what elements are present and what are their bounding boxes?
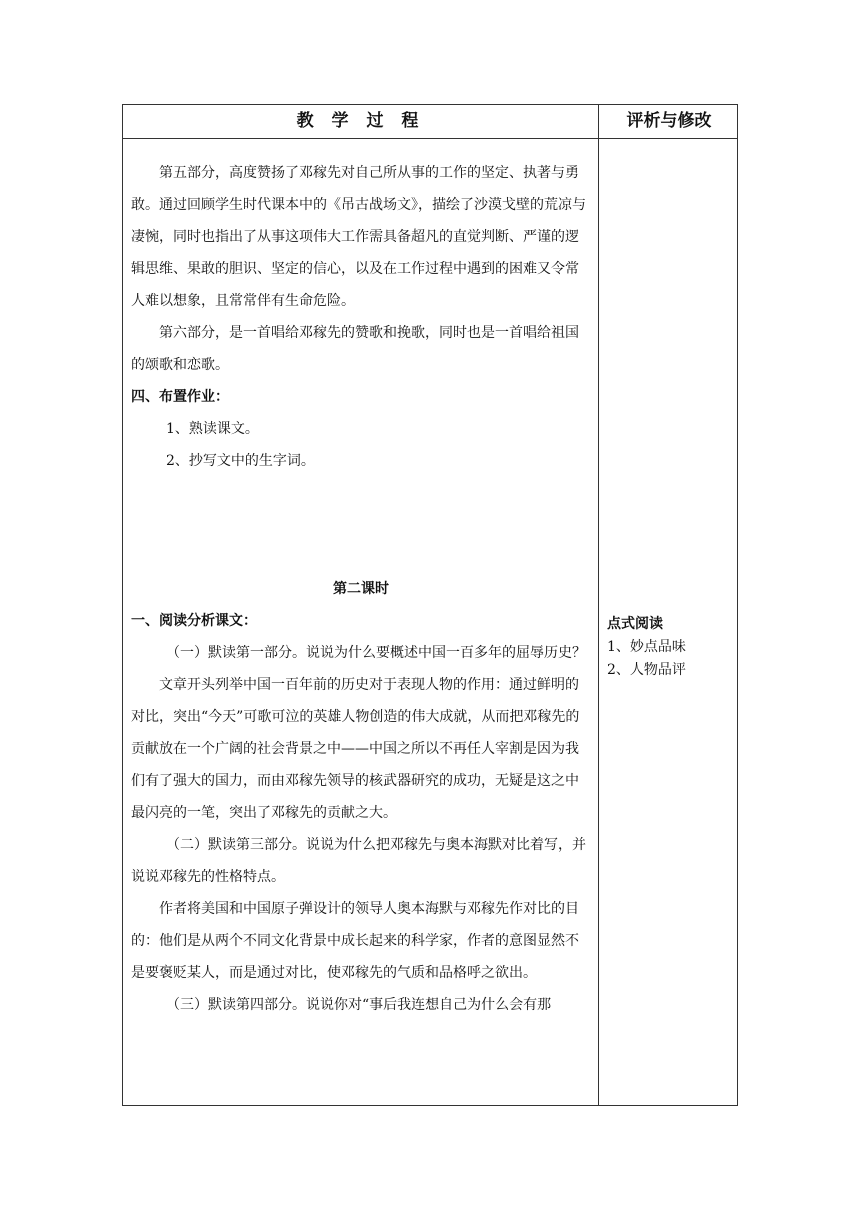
side-item-1: 1、妙点品味 xyxy=(607,639,686,655)
side-item-2: 2、人物品评 xyxy=(607,662,686,678)
answer-1: 文章开头列举中国一百年前的历史对于表现人物的作用：通过鲜明的对比，突出“今天”可歌可泣的英雄人物创造的伟大成就，从而把邓稼先的贡献放在一个广阔的社会背景之中——中国之所以不再任人宰割是因为我们有了强大的国力，而由邓稼先领导的核武器研究的成功，无疑是这之中最闪亮的一笔，突出了邓稼先的贡献之大。 xyxy=(131,677,580,821)
header-comments: 评析与修改 xyxy=(626,111,712,131)
heading-reading-analysis: 一、阅读分析课文： xyxy=(131,613,257,629)
header-teaching-process: 教 学 过 程 xyxy=(296,111,425,131)
lesson-2-title: 第二课时 xyxy=(333,581,389,597)
question-3: （三）默读第四部分。说说你对“事后我连想自己为什么会有那 xyxy=(166,997,552,1013)
comments-content xyxy=(607,613,735,682)
question-2: （二）默读第三部分。说说为什么把邓稼先与奥本海默对比着写，并说说邓稼先的性格特点。 xyxy=(131,837,586,885)
spacer xyxy=(131,477,591,573)
question-1: （一）默读第一部分。说说为什么要概述中国一百多年的屈辱历史？ xyxy=(166,645,586,661)
lesson-table xyxy=(122,104,738,1106)
paragraph-part5: 第五部分，高度赞扬了邓稼先对自己所从事的工作的坚定、执著与勇敢。通过回顾学生时代课本中的《吊古战场文》，描绘了沙漠戈壁的荒凉与凄惋，同时也指出了从事这项伟大工作需具备超凡的直觉判断、严谨的逻辑思维、果敢的胆识、坚定的信心，以及在工作过程中遇到的困难又令常人难以想象，且常常伴有生命危险。 xyxy=(131,165,586,309)
homework-item-2: 2、抄写文中的生字词。 xyxy=(166,453,315,469)
homework-item-1: 1、熟读课文。 xyxy=(166,421,259,437)
heading-homework: 四、布置作业： xyxy=(131,389,229,405)
teaching-content xyxy=(131,157,591,1021)
header-divider xyxy=(123,138,737,139)
paragraph-part6: 第六部分，是一首唱给邓稼先的赞歌和挽歌，同时也是一首唱给祖国的颂歌和恋歌。 xyxy=(131,325,579,373)
column-divider xyxy=(598,105,599,1105)
side-title: 点式阅读 xyxy=(607,616,663,632)
answer-2: 作者将美国和中国原子弹设计的领导人奥本海默与邓稼先作对比的目的：他们是从两个不同文化背景中成长起来的科学家，作者的意图显然不是要褒贬某人，而是通过对比，使邓稼先的气质和品格呼之欲出。 xyxy=(131,901,579,981)
